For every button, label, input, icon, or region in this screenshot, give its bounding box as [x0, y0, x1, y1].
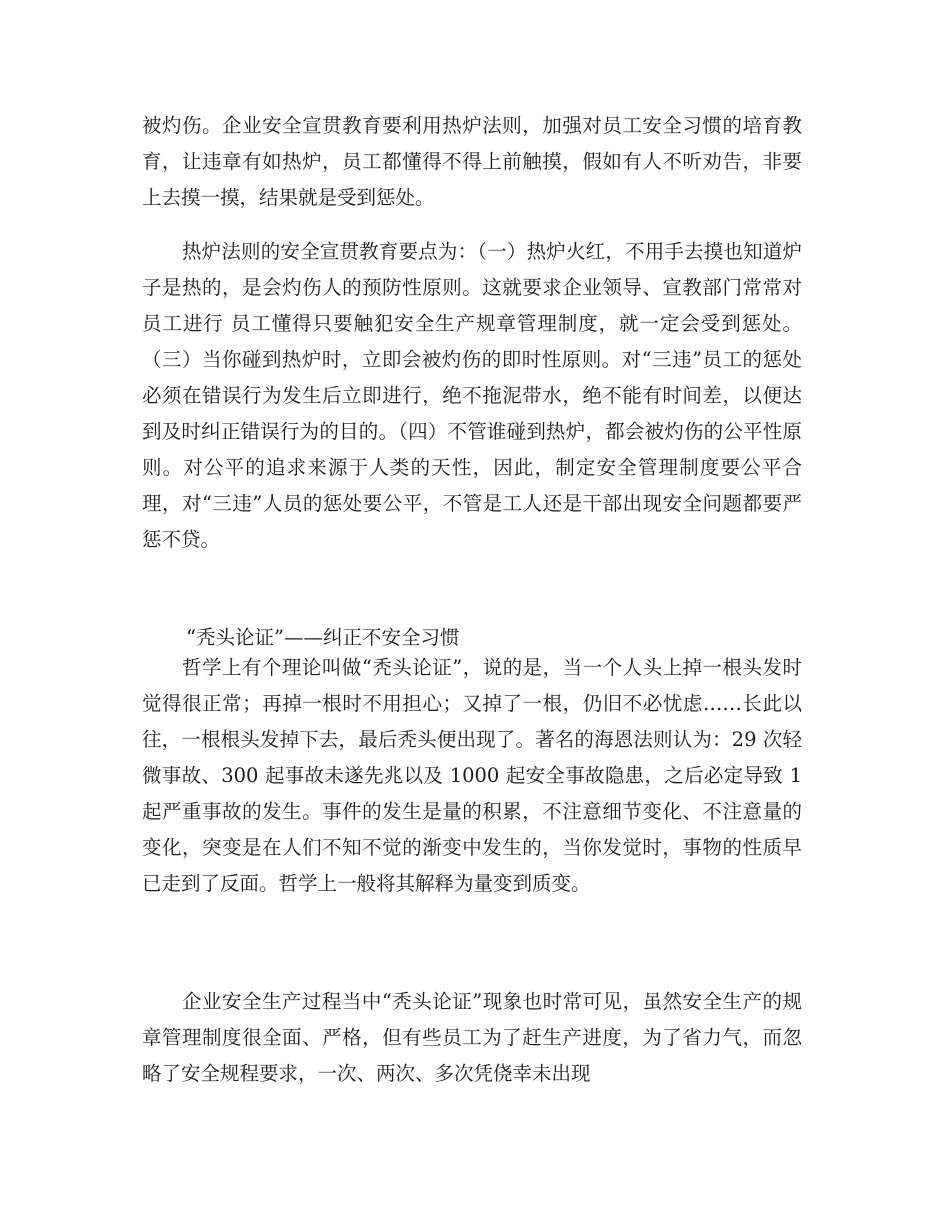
- paragraph-hot-stove-conclusion: 被灼伤。企业安全宣贯教育要利用热炉法则，加强对员工安全习惯的培育教育，让违章有如热炉，员工都懂得不得上前触摸，假如有人不听劝告，非要上去摸一摸，结果就是受到惩处。: [142, 114, 802, 209]
- paragraph-hot-stove-principles: 热炉法则的安全宣贯教育要点为：（一）热炉火红，不用手去摸也知道炉子是热的，是会灼伤人的预防性原则。这就要求企业领导、宣教部门常常对员工进行 员工懂得只要触犯安全生产规章管理制度，就一定会受到惩处。（三）当你碰到热炉时，立即会被灼伤的即时性原则。对“三违”员工的惩处必须在错误行为发生后立即进行，绝不拖泥带水，绝不能有时间差，以便达到及时纠正错误行为的目的。（四）不管谁碰到热炉，都会被灼伤的公平性原则。对公平的追求来源于人类的天性，因此，制定安全管理制度要公平合理，对“三违”人员的惩处要公平，不管是工人还是干部出现安全问题都要严惩不贷。: [142, 240, 802, 551]
- paragraph-bald-argument-theory: 哲学上有个理论叫做“秃头论证”，说的是，当一个人头上掉一根头发时觉得很正常；再掉一根时不用担心；又掉了一根，仍旧不必忧虑……长此以往，一根根头发掉下去，最后秃头便出现了。著名的海恩法则认为：29 次轻微事故、300 起事故未遂先兆以及 1000 起安全事故隐患，之后必定导致 1 起严重事故的发生。事件的发生是量的积累，不注意细节变化、不注意量的变化，突变是在人们不知不觉的渐变中发生的，当你发觉时，事物的性质早已走到了反面。哲学上一般将其解释为量变到质变。: [142, 656, 802, 895]
- paragraph-bald-argument-in-enterprise: 企业安全生产过程当中“秃头论证”现象也时常可见，虽然安全生产的规章管理制度很全面、严格，但有些员工为了赶生产进度，为了省力气，而忽略了安全规程要求，一次、两次、多次凭侥幸未出现: [142, 990, 802, 1085]
- section-heading-bald-argument: “秃头论证”——纠正不安全习惯: [186, 626, 460, 649]
